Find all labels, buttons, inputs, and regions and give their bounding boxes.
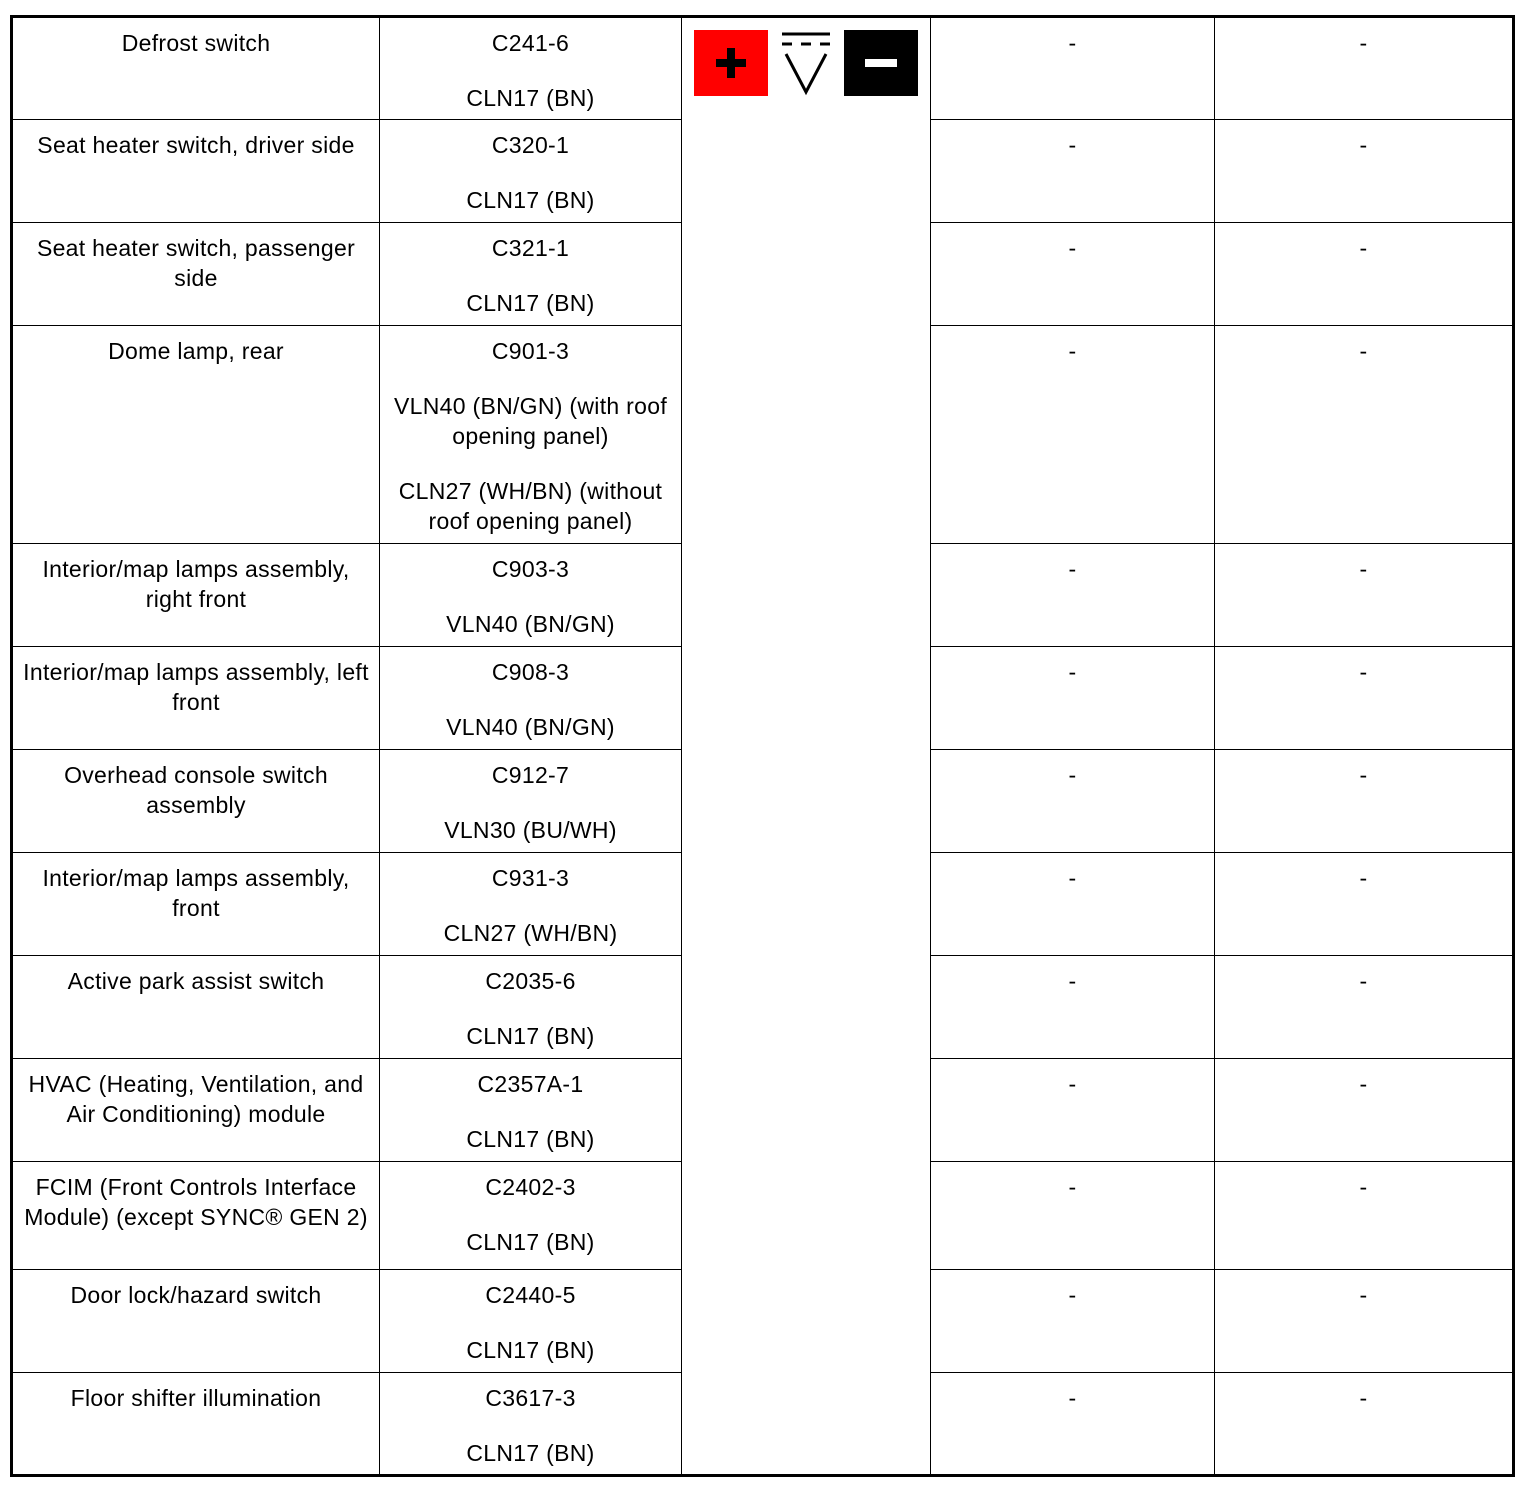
value-cell-4: -	[931, 326, 1215, 544]
value-cell-4: -	[931, 750, 1215, 853]
connector-pin: C3617-3	[485, 1385, 576, 1411]
value-cell-5: -	[1215, 17, 1514, 120]
circuit-wire: CLN17 (BN)	[466, 1229, 595, 1255]
value-cell-5: -	[1215, 1270, 1514, 1373]
circuit-wire: CLN17 (BN)	[466, 1023, 595, 1049]
connector-cell	[380, 1162, 682, 1270]
value-cell-5: -	[1215, 544, 1514, 647]
value-cell-5: -	[1215, 1373, 1514, 1476]
component-name-cell: Defrost switch	[12, 17, 380, 120]
circuit-wire: CLN17 (BN)	[466, 85, 595, 111]
value-cell-5: -	[1215, 1059, 1514, 1162]
value-cell-4: -	[931, 120, 1215, 223]
circuit-wire: VLN40 (BN/GN)	[446, 611, 615, 637]
component-name-cell: Overhead console switch assembly	[12, 750, 380, 853]
circuit-wire: CLN17 (BN)	[466, 1440, 595, 1466]
connector-cell	[380, 326, 682, 544]
connector-pin: C908-3	[491, 659, 570, 685]
component-name-cell: Seat heater switch, passenger side	[12, 223, 380, 326]
connector-pin: C2035-6	[485, 968, 576, 994]
value-cell-5: -	[1215, 956, 1514, 1059]
connector-cell	[380, 1059, 682, 1162]
connector-cell	[380, 853, 682, 956]
value-cell-5: -	[1215, 647, 1514, 750]
circuit-wire: CLN17 (BN)	[466, 290, 595, 316]
value-cell-4: -	[931, 223, 1215, 326]
component-name-cell: Interior/map lamps assembly, front	[12, 853, 380, 956]
value-cell-4: -	[931, 956, 1215, 1059]
value-cell-4: -	[931, 1270, 1215, 1373]
component-name-cell: Seat heater switch, driver side	[12, 120, 380, 223]
connector-cell	[380, 956, 682, 1059]
component-name-cell: Door lock/hazard switch	[12, 1270, 380, 1373]
value-cell-5: -	[1215, 223, 1514, 326]
connector-cell	[380, 544, 682, 647]
connector-pin: C2440-5	[485, 1282, 576, 1308]
dc-voltmeter-icon	[776, 28, 836, 98]
circuit-wire: CLN17 (BN)	[466, 1337, 595, 1363]
value-cell-4: -	[931, 1373, 1215, 1476]
connector-pin: C912-7	[491, 762, 570, 788]
connector-cell	[380, 120, 682, 223]
value-cell-5: -	[1215, 853, 1514, 956]
value-cell-5: -	[1215, 1162, 1514, 1270]
connector-pin: C321-1	[491, 235, 570, 261]
circuit-wire: CLN27 (WH/BN)	[443, 920, 618, 946]
minus-icon	[844, 30, 918, 96]
value-cell-4: -	[931, 544, 1215, 647]
connector-pin: C903-3	[491, 556, 570, 582]
connector-pin: C320-1	[491, 132, 570, 158]
table-body	[12, 17, 1514, 1476]
component-name-cell: Interior/map lamps assembly, right front	[12, 544, 380, 647]
measurement-symbol-cell	[682, 17, 931, 1476]
table-row	[12, 17, 1514, 120]
circuit-wire: CLN27 (WH/BN) (without roof opening panel)	[398, 478, 663, 534]
value-cell-5: -	[1215, 326, 1514, 544]
value-cell-5: -	[1215, 120, 1514, 223]
circuit-wire: VLN40 (BN/GN) (with roof opening panel)	[393, 393, 668, 449]
connector-cell	[380, 17, 682, 120]
value-cell-5: -	[1215, 750, 1514, 853]
connector-cell	[380, 750, 682, 853]
measurement-symbols	[692, 28, 920, 98]
component-name-cell: Active park assist switch	[12, 956, 380, 1059]
value-cell-4: -	[931, 647, 1215, 750]
connector-pin: C931-3	[491, 865, 570, 891]
component-name-cell: Interior/map lamps assembly, left front	[12, 647, 380, 750]
component-name-cell: Floor shifter illumination	[12, 1373, 380, 1476]
connector-cell	[380, 1270, 682, 1373]
component-name-cell: FCIM (Front Controls Interface Module) (except SYNC® GEN 2)	[12, 1162, 380, 1270]
value-cell-4: -	[931, 1162, 1215, 1270]
connector-table	[10, 15, 1515, 1477]
connector-cell	[380, 647, 682, 750]
connector-cell	[380, 1373, 682, 1476]
connector-cell	[380, 223, 682, 326]
component-name-cell: Dome lamp, rear	[12, 326, 380, 544]
circuit-wire: CLN17 (BN)	[466, 187, 595, 213]
circuit-wire: VLN40 (BN/GN)	[446, 714, 615, 740]
plus-icon	[694, 30, 768, 96]
value-cell-4: -	[931, 853, 1215, 956]
connector-pin: C901-3	[491, 338, 570, 364]
connector-pin: C241-6	[491, 30, 570, 56]
connector-pin: C2357A-1	[477, 1071, 584, 1097]
circuit-wire: VLN30 (BU/WH)	[444, 817, 617, 843]
value-cell-4: -	[931, 1059, 1215, 1162]
component-name-cell: HVAC (Heating, Ventilation, and Air Conditioning) module	[12, 1059, 380, 1162]
connector-pin: C2402-3	[485, 1174, 576, 1200]
circuit-wire: CLN17 (BN)	[466, 1126, 595, 1152]
value-cell-4: -	[931, 17, 1215, 120]
